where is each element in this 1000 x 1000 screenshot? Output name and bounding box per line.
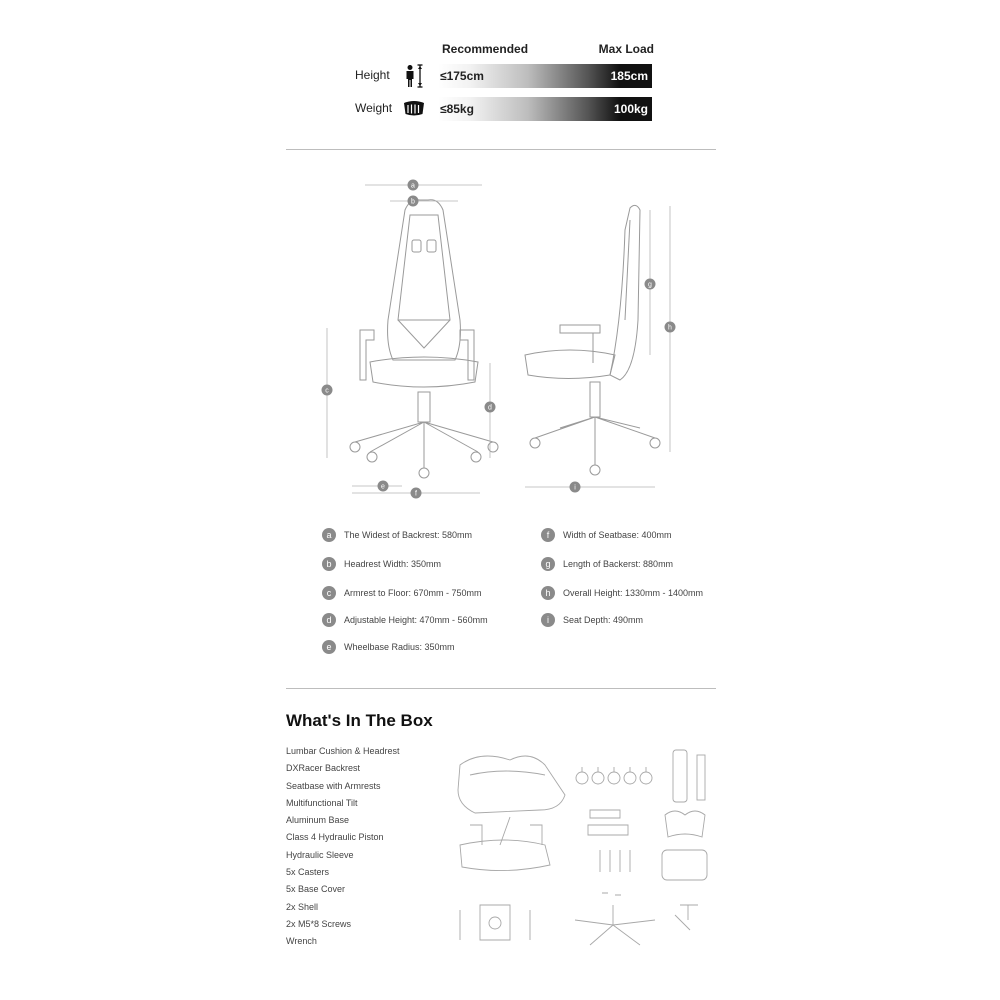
legend-text-c: Armrest to Floor: 670mm - 750mm xyxy=(344,588,482,598)
badge-i: i xyxy=(541,613,555,627)
legend-item-i xyxy=(541,612,643,628)
callout-c: c xyxy=(325,387,329,395)
aluminum-base-part xyxy=(575,905,655,945)
person-height-icon xyxy=(402,64,426,88)
dimension-legend xyxy=(322,527,722,662)
box-contents-title: What's In The Box xyxy=(286,711,433,730)
legend-item-f xyxy=(541,527,672,543)
list-item: Class 4 Hydraulic Piston xyxy=(286,832,384,843)
badge-e: e xyxy=(322,640,336,654)
recommended-header: Recommended xyxy=(442,42,529,56)
backrest-part xyxy=(458,756,565,813)
list-item: Multifunctional Tilt xyxy=(286,797,358,808)
badge-g: g xyxy=(541,557,555,571)
legend-text-h: Overall Height: 1330mm - 1400mm xyxy=(563,588,704,598)
wrench-icon xyxy=(675,905,698,930)
list-item: 5x Casters xyxy=(286,867,330,878)
list-item: DXRacer Backrest xyxy=(286,763,361,774)
legend-text-f: Width of Seatbase: 400mm xyxy=(563,530,672,540)
list-item: 2x Shell xyxy=(286,901,319,912)
callout-e: e xyxy=(381,483,385,491)
section-divider-bottom xyxy=(286,688,716,689)
weight-label: Weight xyxy=(355,101,393,115)
list-item: 5x Base Cover xyxy=(286,884,346,895)
callout-a: a xyxy=(411,182,415,190)
box-contents-list xyxy=(286,743,456,951)
legend-item-g xyxy=(541,556,673,572)
legend-text-a: The Widest of Backrest: 580mm xyxy=(344,530,473,540)
badge-h: h xyxy=(541,586,555,600)
legend-text-g: Length of Backerst: 880mm xyxy=(563,559,674,569)
legend-text-b: Headrest Width: 350mm xyxy=(344,559,442,569)
callout-i: i xyxy=(574,484,576,492)
list-item: Seatbase with Armrests xyxy=(286,780,381,791)
seatbase-part xyxy=(460,840,550,871)
list-item: Aluminum Base xyxy=(286,815,350,826)
badge-c: c xyxy=(322,586,336,600)
front-backrest-outline xyxy=(388,200,461,360)
legend-text-d: Adjustable Height: 470mm - 560mm xyxy=(344,615,488,625)
box-parts-illustration xyxy=(450,745,710,955)
list-item: Hydraulic Sleeve xyxy=(286,849,354,860)
dimension-callouts xyxy=(322,180,676,499)
callout-h: h xyxy=(668,324,672,332)
badge-d: d xyxy=(322,613,336,627)
weight-scale-icon xyxy=(402,97,426,121)
max-load-header: Max Load xyxy=(598,42,654,56)
badge-f: f xyxy=(541,528,555,542)
legend-text-i: Seat Depth: 490mm xyxy=(563,615,644,625)
list-item: 2x M5*8 Screws xyxy=(286,918,352,929)
chair-dimension-drawing xyxy=(310,170,710,505)
badge-b: b xyxy=(322,557,336,571)
weight-row xyxy=(350,97,660,121)
legend-item-a xyxy=(322,527,472,543)
callout-f: f xyxy=(415,490,417,498)
callout-g: g xyxy=(648,281,652,289)
legend-item-h xyxy=(541,585,703,601)
legend-item-c xyxy=(322,585,482,601)
weight-recommended-value: ≤85kg xyxy=(440,102,474,116)
callout-d: d xyxy=(488,404,492,412)
height-row xyxy=(350,64,660,88)
legend-item-e xyxy=(322,639,455,655)
height-max-value: 185cm xyxy=(610,69,648,83)
legend-item-d xyxy=(322,612,488,628)
legend-item-b xyxy=(322,556,441,572)
callout-b: b xyxy=(411,198,415,206)
list-item: Lumbar Cushion & Headrest xyxy=(286,746,400,756)
side-backrest-outline xyxy=(610,205,640,380)
height-recommended-value: ≤175cm xyxy=(440,69,484,83)
badge-a: a xyxy=(322,528,336,542)
list-item: Wrench xyxy=(286,936,317,947)
height-label: Height xyxy=(355,68,390,82)
section-divider-top xyxy=(286,149,716,150)
legend-text-e: Wheelbase Radius: 350mm xyxy=(344,642,455,652)
sizing-table xyxy=(350,38,660,128)
weight-max-value: 100kg xyxy=(613,102,648,116)
